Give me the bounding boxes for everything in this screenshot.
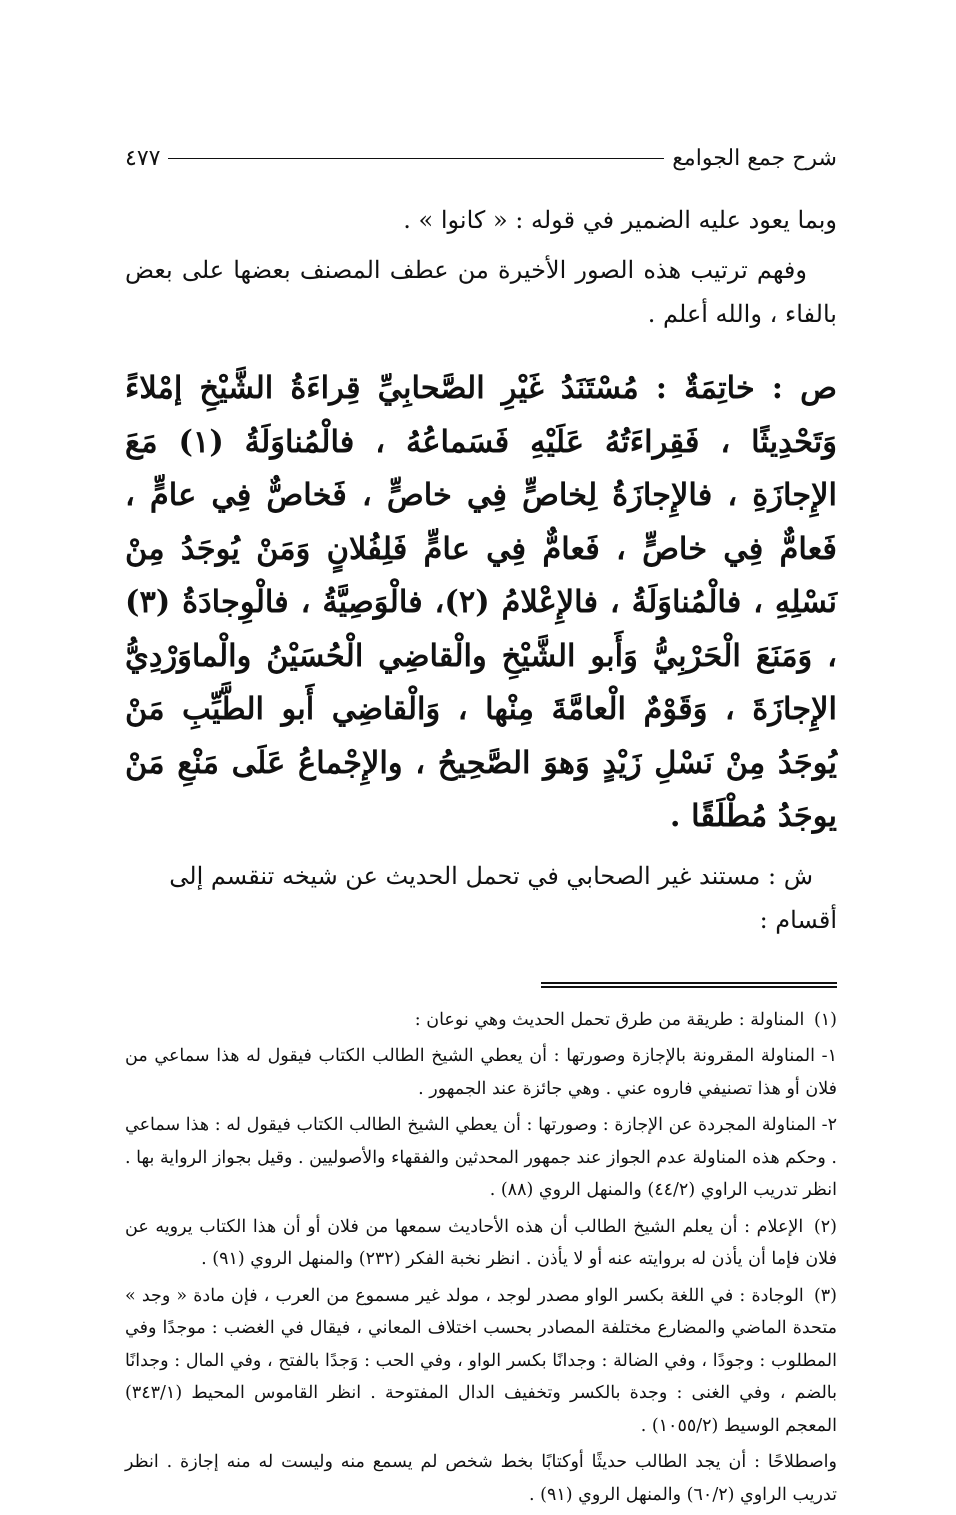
intro-line: وبما يعود عليه الضمير في قوله : « كانوا » . (403, 206, 837, 234)
footnote-text: ٢- المناولة المجردة عن الإجازة : وصورتها : أن يعطي الشيخ الطالب الكتاب فيقول له : هذا سماعي . وحكم هذه المناولة عدم الجواز عند جمهور المحدثين والفقهاء والأصوليين . وقيل بجواز الرواية بها . انظر تدريب الراوي (٤٤/٢) والمنهل الروي (٨٨) . (125, 1115, 837, 1200)
book-page (125, 140, 837, 1515)
footnote-number: (١) (813, 1009, 837, 1030)
footnote (125, 1211, 837, 1276)
footnote-text: الإعلام : أن يعلم الشيخ الطالب أن هذه الأحاديث سمعها من فلان أو أن هذا الكتاب يرويه عن فلان فإما أن يأذن له بروايته عنه أو لا يأذن . انظر نخبة الفكر (٢٣٢) والمنهل الروي (٩١) . (125, 1216, 837, 1269)
page-number: ٤٧٧ (125, 145, 161, 171)
running-header (125, 140, 837, 176)
footnote-text: واصطلاحًا : أن يجد الطالب حديثًا أوكتابًا بخط شخص لم يسمع منه وليست له منه إجازة . انظر تدريب الراوي (٦٠/٢) والمنهل الروي (٩١) . (125, 1452, 837, 1505)
footnote-text: الوجادة : في اللغة بكسر الواو مصدر لوجد ، مولد غير مسموع من العرب ، فإن مادة « وجد » متحدة الماضي والمضارع مختلفة المصادر بحسب اختلاف المعاني ، فيقال في الغضب : موجدًا وفي المطلوب : وجودًا ، وفي الضالة : وجدانًا بكسر الواو ، وفي الحب : وَجدًا بالفتح ، وفي المال : وجدانًا بالضم ، وفي الغنى : وجدة بالكسر وتخفيف الدال المفتوحة . انظر القاموس المحيط (٣٤٣/١) المعجم الوسيط (١٠٥٥/٢) . (125, 1285, 837, 1436)
footnotes (125, 1004, 837, 1512)
matn-text: ص : خاتِمَةٌ : مُسْتَنَدُ غَيْرِ الصَّحابِيِّ قِراءَةُ الشَّيْخِ إمْلاءً وَتَحْدِيثًا ، فَقِراءَتُهُ عَلَيْهِ فَسَماعُهُ ، فالْمُناوَلَةُ (١) مَعَ الإِجازَةِ ، فالإِجازَةُ لِخاصٍّ فِي خاصٍّ ، فَخاصٌّ فِي عامٍّ ، فَعامٌّ فِي خاصٍّ ، فَعامٌّ فِي عامٍّ فَلِفُلانٍ وَمَنْ يُوجَدُ مِنْ نَسْلِهِ ، فالْمُناوَلَةُ ، فالإِعْلامُ (٢)، فالْوَصِيَّةُ ، فالْوِجادَةُ (٣) ، وَمَنَعَ الْحَرْبِيُّ وَأَبو الشَّيْخِ والْقاضِي الْحُسَيْنُ والْماوَرْدِيُّ الإِجازَةَ ، وَقَوْمٌ الْعامَّةَ مِنْها ، وَالْقاضِي أَبو الطَّيِّبِ مَنْ يُوجَدُ مِنْ نَسْلِ زَيْدٍ وَهوَ الصَّحِيحُ ، والإِجْماعُ عَلَى مَنْعِ مَنْ يوجَدُ مُطْلَقًا . (125, 370, 838, 834)
footnote (125, 1280, 837, 1443)
footnote (125, 1109, 837, 1207)
footnote-text: ١- المناولة المقرونة بالإجازة وصورتها : أن يعطي الشيخ الطالب الكتاب فيقول له هذا سماعي من فلان أو هذا تصنيفي فاروه عني . وهي جائزة عند الجمهور . (125, 1046, 837, 1099)
footnote-number: (٢) (813, 1216, 837, 1237)
paragraph-order: وفهم ترتيب هذه الصور الأخيرة من عطف المصنف بعضها على بعض بالفاء ، والله أعلم . (125, 256, 837, 328)
header-rule (168, 158, 664, 159)
sharh-text: ش : مستند غير الصحابي في تحمل الحديث عن شيخه تنقسم إلى أقسام : (169, 861, 837, 934)
footnote-text: المناولة : طريقة من طرق تحمل الحديث وهي نوعان : (414, 1009, 805, 1030)
footnote (125, 1004, 837, 1037)
footnote-number: (٣) (813, 1285, 837, 1306)
running-title: شرح جمع الجوامع (672, 145, 837, 171)
footnote-separator (541, 982, 837, 988)
footnote (125, 1040, 837, 1105)
footnote (125, 1446, 837, 1511)
